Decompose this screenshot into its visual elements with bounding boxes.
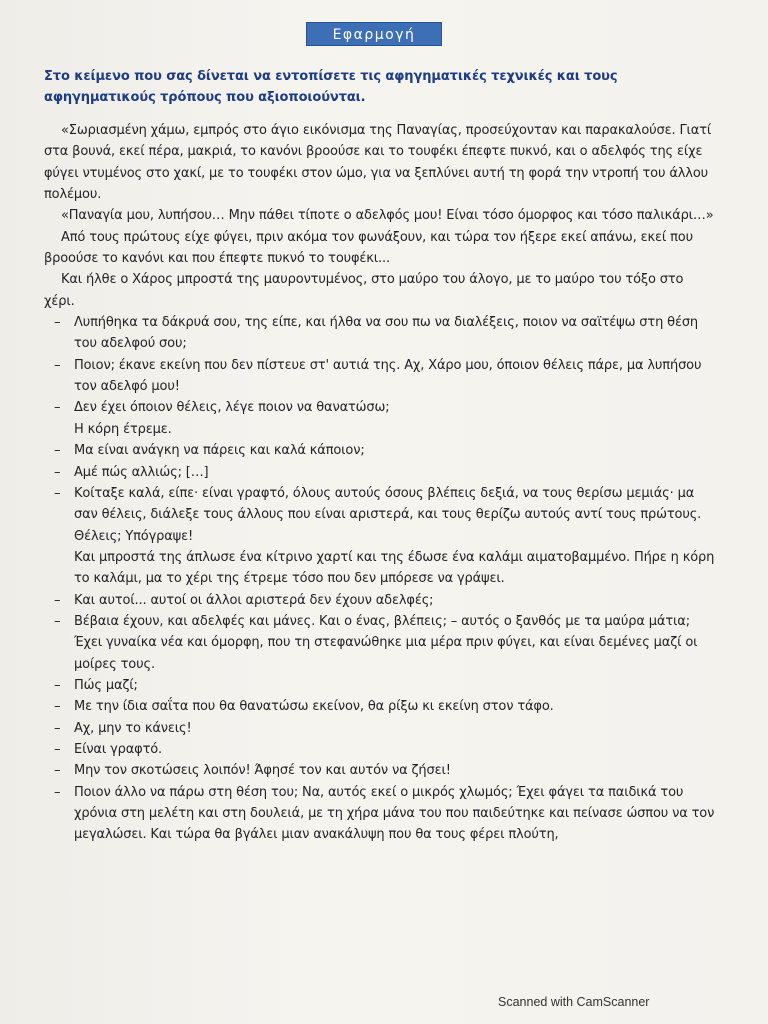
story-narration: Η κόρη έτρεμε. xyxy=(74,421,172,437)
story-paragraph: Και ήλθε ο Χάρος μπροστά της μαυροντυμένος, στο μαύρο του άλογο, με το μαύρο του τόξο στο χέρι. xyxy=(44,272,684,309)
dialogue-dash: – xyxy=(54,741,61,757)
dialogue-dash: – xyxy=(54,443,61,459)
dialogue-line xyxy=(44,462,716,483)
dialogue-text: Αχ, μην το κάνεις! xyxy=(74,720,192,736)
dialogue-dash: – xyxy=(54,720,61,736)
dialogue-dash: – xyxy=(54,613,61,629)
dialogue-line xyxy=(44,718,716,739)
dialogue-line xyxy=(44,397,716,418)
scanner-watermark: Scanned with CamScanner xyxy=(498,995,650,1009)
story-narration: Και μπροστά της άπλωσε ένα κίτρινο χαρτί και της έδωσε ένα καλάμι αιματοβαμμένο. Πήρε η κόρη το καλάμι, μα το χέρι της έτρεμε τόσο που δεν μπόρεσε να γράψει. xyxy=(74,549,715,587)
dialogue-dash: – xyxy=(54,485,61,501)
dialogue-dash: – xyxy=(54,763,61,779)
dialogue-line xyxy=(44,782,716,846)
dialogue-text: Είναι γραφτό. xyxy=(74,741,163,757)
dialogue-text: Μα είναι ανάγκη να πάρεις και καλά κάποιον; xyxy=(74,443,365,459)
dialogue-text: Με την ίδια σαΐτα που θα θανατώσω εκείνον, θα ρίξω κι εκείνη στον τάφο. xyxy=(74,699,554,715)
dialogue-text: Λυπήθηκα τα δάκρυά σου, της είπε, και ήλθα να σου πω να διαλέξεις, ποιον να σαϊτέψω στη θέση του αδελφού σου; xyxy=(74,315,699,352)
dialogue-dash: – xyxy=(54,699,61,715)
dialogue-line xyxy=(44,590,716,611)
dialogue-line xyxy=(44,440,716,461)
dialogue-dash: – xyxy=(54,357,61,373)
section-badge: Εφαρμογή xyxy=(306,22,442,46)
dialogue-text: Μην τον σκοτώσεις λοιπόν! Άφησέ τον και αυτόν να ζήσει! xyxy=(74,763,451,779)
dialogue-line xyxy=(44,739,716,760)
story-paragraph: «Σωριασμένη χάμω, εμπρός στο άγιο εικόνισμα της Παναγίας, προσεύχονταν και παρακαλούσε. Γιατί στα βουνά, εκεί πέρα, μακριά, το κανόνι βροούσε και το τουφέκι έπεφτε πυκνό, και ο αδελφός της είχε φύγει ντυμένος στο χακί, με το τουφέκι στον ώμο, για να ξεπλύνει αυτή τη φορά την ντροπή του άλλου πολέμου. xyxy=(44,123,712,203)
dialogue-text: Ποιον άλλο να πάρω στη θέση του; Να, αυτός εκεί ο μικρός χλωμός; Έχει φάγει τα παιδικά του χρόνια στη μελέτη και στη δουλειά, με τη χήρα μάνα του που παιδεύτηκε και πείνασε ώσπου να τον μεγαλώσει. Και τώρα θα βγάλει μιαν ανακάλυψη που θα τους φέρει πλούτη, xyxy=(74,784,715,843)
dialogue-text: Αμέ πώς αλλιώς; […] xyxy=(74,464,209,480)
dialogue-text: Βέβαια έχουν, και αδελφές και μάνες. Και ο ένας, βλέπεις; – αυτός ο ξανθός με τα μαύρα μάτια; Έχει γυναίκα νέα και όμορφη, που τη στεφανώθηκε μια μέρα πριν φύγει, και είναι δεμένες μαζί οι μοίρες τους. xyxy=(74,613,698,672)
dialogue-dash: – xyxy=(54,677,61,693)
dialogue-dash: – xyxy=(54,784,61,800)
dialogue-text: Ποιον; έκανε εκείνη που δεν πίστευε στ' αυτιά της. Αχ, Χάρο μου, όποιον θέλεις πάρε, μα λυπήσου τον αδελφό μου! xyxy=(74,357,702,395)
story-paragraph: Από τους πρώτους είχε φύγει, πριν ακόμα τον φωνάξουν, και τώρα τον ήξερε εκεί απάνω, εκεί που βροούσε το κανόνι και που έπεφτε πυκνό το τουφέκι... xyxy=(44,229,693,267)
dialogue-text: Πώς μαζί; xyxy=(74,677,138,693)
dialogue-text: Και αυτοί... αυτοί οι άλλοι αριστερά δεν έχουν αδελφές; xyxy=(74,592,434,608)
dialogue-text: Κοίταξε καλά, είπε· είναι γραφτό, όλους αυτούς όσους βλέπεις δεξιά, να τους θερίσω μεμιάς· μα σαν θέλεις, διάλεξε τους άλλους που είναι αριστερά, και τους θερίζω αυτούς αντί τους πρώτους. Θέλεις; Υπόγραψε! xyxy=(74,485,702,544)
dialogue-line xyxy=(44,355,716,398)
dialogue-line xyxy=(44,696,716,717)
dialogue-dash: – xyxy=(54,400,61,416)
dialogue-text: Δεν έχει όποιον θέλεις, λέγε ποιον να θανατώσω; xyxy=(74,400,390,416)
story-text xyxy=(44,120,716,846)
dialogue-dash: – xyxy=(54,464,61,480)
dialogue-line xyxy=(44,675,716,696)
dialogue-line xyxy=(44,760,716,781)
task-instruction: Στο κείμενο που σας δίνεται να εντοπίσετε τις αφηγηματικές τεχνικές και τους αφηγηματικούς τρόπους που αξιοποιούνται. xyxy=(44,69,618,105)
dialogue-line xyxy=(44,611,716,675)
dialogue-dash: – xyxy=(54,315,61,331)
story-paragraph: «Παναγία μου, λυπήσου… Μην πάθει τίποτε ο αδελφός μου! Είναι τόσο όμορφος και τόσο παλικάρι…» xyxy=(61,208,714,224)
dialogue-line xyxy=(44,312,716,355)
dialogue-line xyxy=(44,483,716,547)
dialogue-dash: – xyxy=(54,592,61,608)
